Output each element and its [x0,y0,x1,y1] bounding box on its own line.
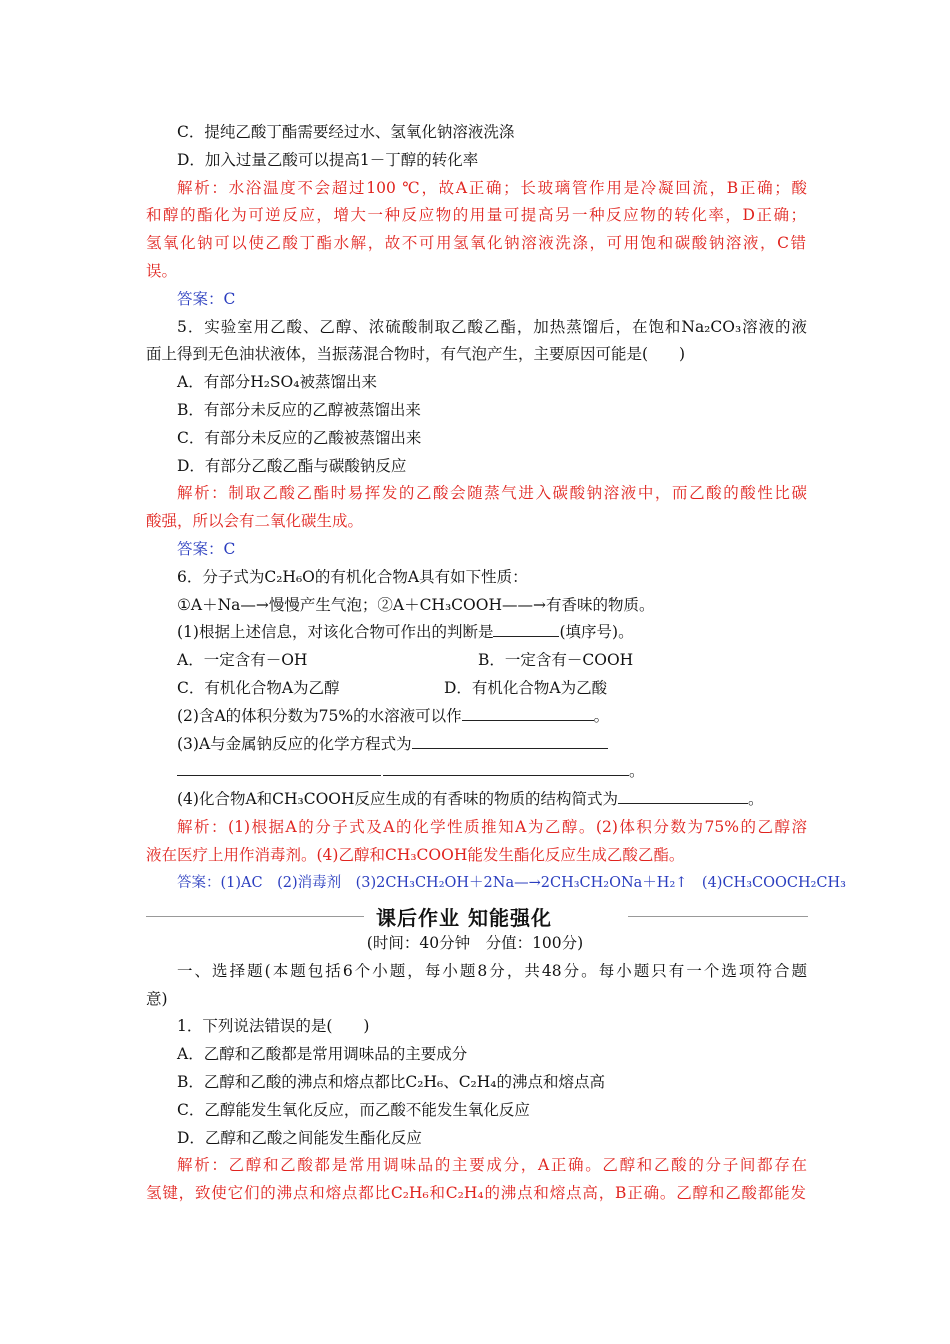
q6-sub1 [177,622,634,642]
q6-sub1-tail: (填序号)。 [559,623,634,641]
q4-analysis-line-3: 氢氧化钠可以使乙酸丁酯水解，故不可用氢氧化钠溶液洗涤，可用饱和碳酸钠溶液，C错 [146,234,806,252]
q6-sub2-tail: 。 [593,707,610,725]
q1-option-b: B．乙醇和乙酸的沸点和熔点都比C₂H₆、C₂H₄的沸点和熔点高 [177,1073,605,1091]
q5-option-a: A．有部分H₂SO₄被蒸馏出来 [177,373,377,391]
q4-analysis-line-2: 和醇的酯化为可逆反应，增大一种反应物的用量可提高另一种反应物的转化率，D正确； [146,206,806,224]
q5-option-c: C．有部分未反应的乙酸被蒸馏出来 [177,429,422,447]
q6-sub3-tail: 。 [629,762,645,780]
q6-sub3 [177,734,608,754]
q6-analysis-line-1: 解析：(1)根据A的分子式及A的化学性质推知A为乙醇。(2)体积分数为75%的乙醇溶 [177,818,807,836]
q1-stem: 1．下列说法错误的是( ) [177,1017,370,1035]
q5-answer: 答案：C [177,540,236,558]
q6-sub4-tail: 。 [748,790,764,808]
q6-option-d: D．有机化合物A为乙酸 [444,679,608,697]
q6-properties: ①A＋Na—→慢慢产生气泡；②A＋CH₃COOH——→有香味的物质。 [177,596,655,614]
q4-option-d: D．加入过量乙酸可以提高1－丁醇的转化率 [177,151,479,169]
q5-option-d: D．有部分乙酸乙酯与碳酸钠反应 [177,457,407,475]
q6-sub4-text: (4)化合物A和CH₃COOH反应生成的有香味的物质的结构简式为 [177,790,619,808]
divider-rule-left [146,916,364,917]
q6-answer: 答案：(1)AC (2)消毒剂 (3)2CH₃CH₂OH＋2Na—→2CH₃CH₂ONa＋H₂↑ (4)CH₃COOCH₂CH₃ [177,875,846,891]
q6-sub3-blank-3 [383,761,629,776]
q6-sub2 [177,706,609,726]
part1-heading-line-2: 意) [146,990,168,1008]
q1-option-d: D．乙醇和乙酸之间能发生酯化反应 [177,1129,422,1147]
q6-analysis-line-2: 液在医疗上用作消毒剂。(4)乙醇和CH₃COOH能发生酯化反应生成乙酸乙酯。 [146,846,685,864]
q1-analysis-line-1: 解析：乙醇和乙酸都是常用调味品的主要成分，A正确。乙醇和乙酸的分子间都存在 [177,1156,807,1174]
section-time-score: (时间：40分钟 分值：100分) [366,934,584,952]
q6-sub2-blank [462,706,594,721]
q6-option-a: A．一定含有－OH [177,651,308,669]
q6-sub3-line-2 [177,761,645,781]
q6-option-c: C．有机化合物A为乙醇 [177,679,340,697]
q6-sub2-text: (2)含A的体积分数为75%的水溶液可以作 [177,707,462,725]
q4-answer: 答案：C [177,290,236,308]
q6-sub4-blank [618,789,748,804]
q6-option-b: B．一定含有－COOH [478,651,634,669]
q5-stem-line-1: 5．实验室用乙酸、乙醇、浓硫酸制取乙酸乙酯，加热蒸馏后，在饱和Na₂CO₃溶液的液 [177,318,807,336]
divider-rule-right [628,916,808,917]
q6-sub3-text: (3)A与金属钠反应的化学方程式为 [177,735,412,753]
section-title: 课后作业 知能强化 [376,906,552,930]
q6-sub3-blank-2 [177,761,381,776]
section-divider [146,902,808,930]
q1-option-c: C．乙醇能发生氧化反应，而乙酸不能发生氧化反应 [177,1101,530,1119]
q4-analysis-line-1: 解析：水浴温度不会超过100 ℃，故A正确；长玻璃管作用是冷凝回流，B正确；酸 [177,179,807,197]
q5-analysis-line-1: 解析：制取乙酸乙酯时易挥发的乙酸会随蒸气进入碳酸钠溶液中，而乙酸的酸性比碳 [177,484,807,502]
q6-sub3-blank-1 [412,734,608,749]
q1-analysis-line-2: 氢键，致使它们的沸点和熔点都比C₂H₆和C₂H₄的沸点和熔点高，B正确。乙醇和乙酸都能发 [146,1184,806,1202]
q5-stem-line-2: 面上得到无色油状液体，当振荡混合物时，有气泡产生，主要原因可能是( ) [146,345,686,363]
q1-option-a: A．乙醇和乙酸都是常用调味品的主要成分 [177,1045,468,1063]
q5-analysis-line-2: 酸强，所以会有二氧化碳生成。 [146,512,364,530]
q6-stem: 6．分子式为C₂H₆O的有机化合物A具有如下性质： [177,568,528,586]
q4-option-c: C．提纯乙酸丁酯需要经过水、氢氧化钠溶液洗涤 [177,123,515,141]
q6-sub1-blank [493,622,559,637]
part1-heading-line-1: 一、选择题(本题包括6个小题，每小题8分，共48分。每小题只有一个选项符合题 [177,962,807,980]
q4-analysis-line-4: 误。 [146,262,178,280]
q6-sub1-text: (1)根据上述信息，对该化合物可作出的判断是 [177,623,494,641]
q5-option-b: B．有部分未反应的乙醇被蒸馏出来 [177,401,421,419]
q6-sub4 [177,789,764,809]
